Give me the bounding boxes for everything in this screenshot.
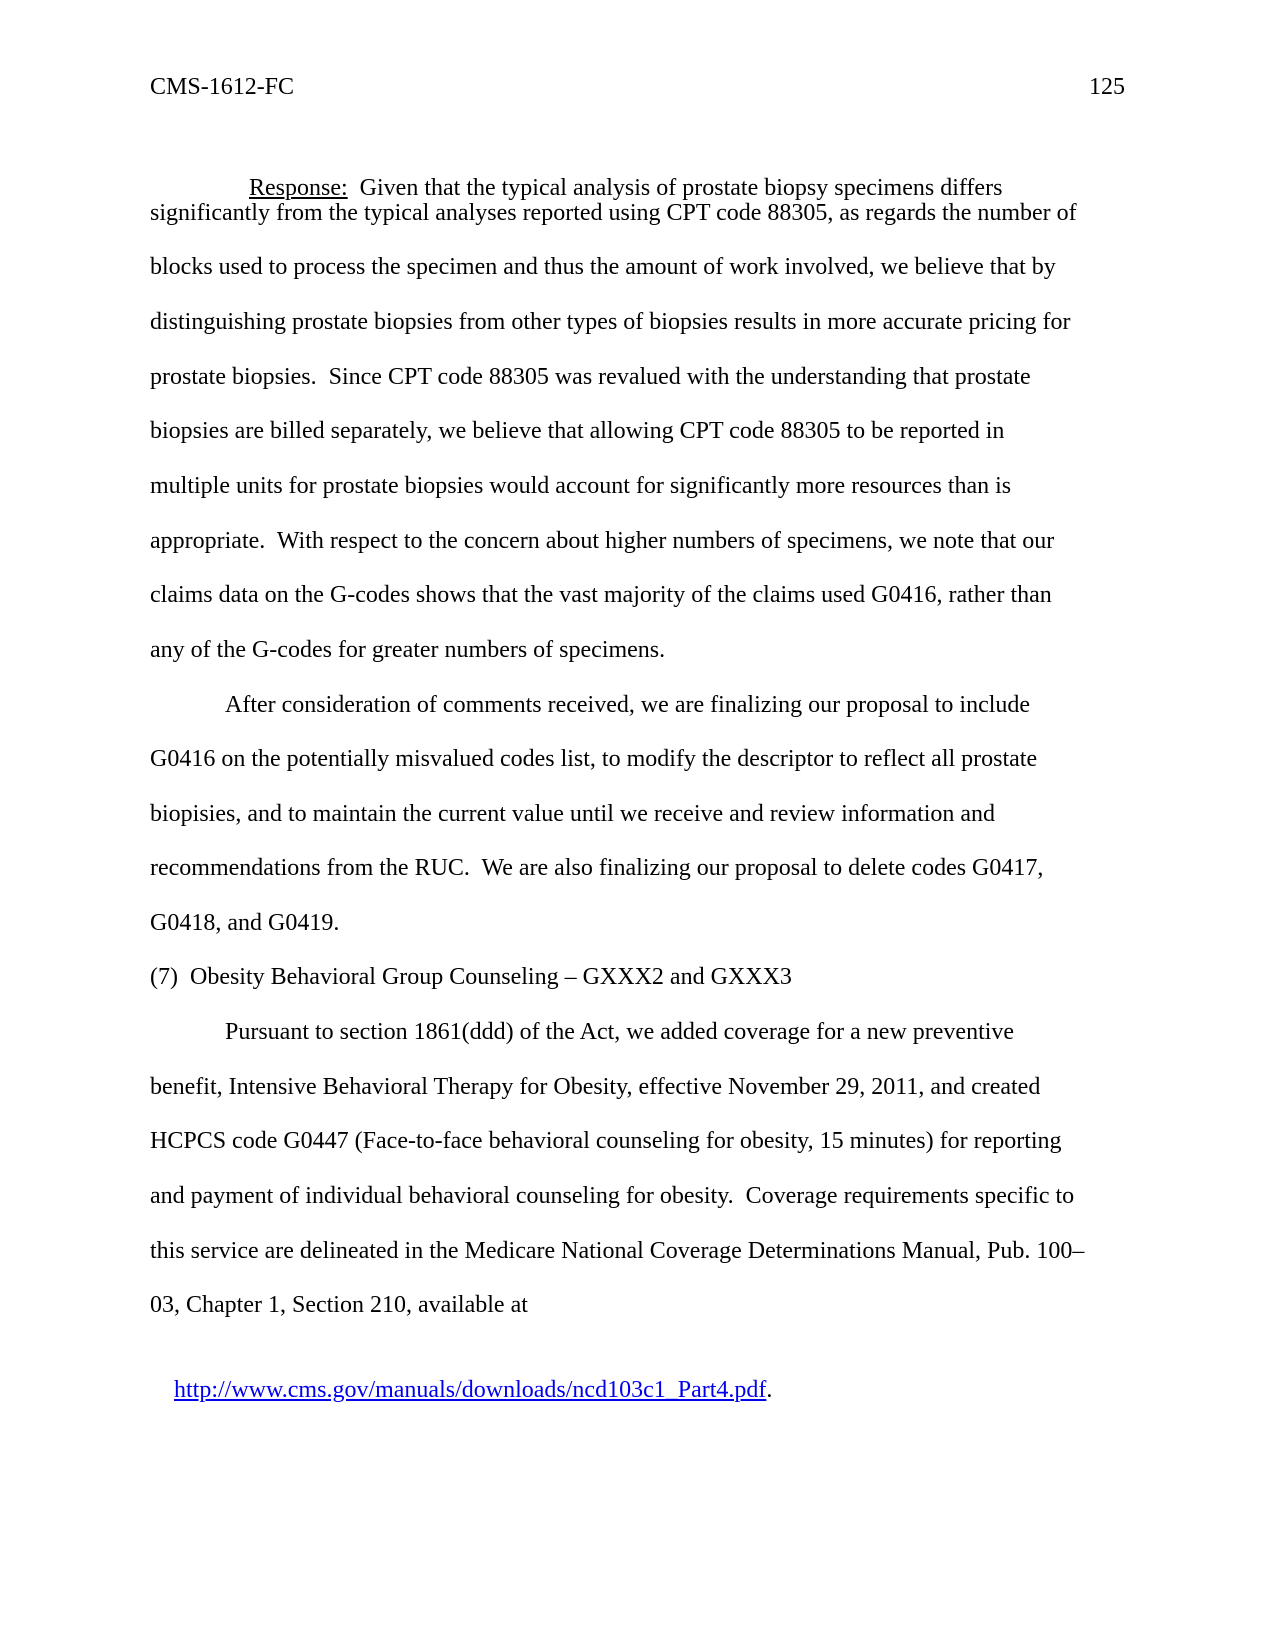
paragraph-line: G0418, and G0419.	[150, 910, 340, 936]
paragraph-line: any of the G-codes for greater numbers of specimens.	[150, 637, 666, 663]
paragraph-line: biopisies, and to maintain the current value until we receive and review information and	[150, 801, 996, 827]
paragraph-line: this service are delineated in the Medicare National Coverage Determinations Manual, Pub. 100–	[150, 1238, 1085, 1264]
ncd-manual-link[interactable]: http://www.cms.gov/manuals/downloads/ncd103c1_Part4.pdf	[174, 1377, 767, 1403]
paragraph-line: Pursuant to section 1861(ddd) of the Act, we added coverage for a new preventive	[225, 1019, 1015, 1045]
paragraph-line: 03, Chapter 1, Section 210, available at	[150, 1292, 528, 1318]
paragraph-line: prostate biopsies. Since CPT code 88305 was revalued with the understanding that prostate	[150, 364, 1031, 390]
paragraph-line: appropriate. With respect to the concern about higher numbers of specimens, we note that our	[150, 528, 1055, 554]
document-id: CMS-1612-FC	[150, 74, 295, 100]
paragraph-line: G0416 on the potentially misvalued codes list, to modify the descriptor to reflect all prostate	[150, 746, 1038, 772]
paragraph-line: multiple units for prostate biopsies would account for significantly more resources than is	[150, 473, 1012, 499]
response-label: Response:	[249, 175, 348, 201]
link-trailing-period: .	[766, 1377, 773, 1403]
response-text: Given that the typical analysis of prostate biopsy specimens differs	[347, 175, 1003, 201]
paragraph-line: recommendations from the RUC. We are also finalizing our proposal to delete codes G0417,	[150, 855, 1044, 881]
section-heading: (7) Obesity Behavioral Group Counseling – GXXX2 and GXXX3	[150, 964, 792, 990]
page-number: 125	[1089, 74, 1125, 100]
paragraph-line: claims data on the G-codes shows that the vast majority of the claims used G0416, rather than	[150, 582, 1052, 608]
paragraph-line	[225, 143, 1003, 201]
paragraph-line: blocks used to process the specimen and thus the amount of work involved, we believe that by	[150, 254, 1056, 280]
paragraph-line: distinguishing prostate biopsies from other types of biopsies results in more accurate pricing for	[150, 309, 1071, 335]
paragraph-line	[150, 1345, 773, 1403]
paragraph-line: and payment of individual behavioral counseling for obesity. Coverage requirements specific to	[150, 1183, 1075, 1209]
paragraph-line: significantly from the typical analyses reported using CPT code 88305, as regards the number of	[150, 200, 1077, 226]
paragraph-line: HCPCS code G0447 (Face-to-face behavioral counseling for obesity, 15 minutes) for reporting	[150, 1128, 1062, 1154]
paragraph-line: benefit, Intensive Behavioral Therapy for Obesity, effective November 29, 2011, and created	[150, 1074, 1041, 1100]
paragraph-line: After consideration of comments received, we are finalizing our proposal to include	[225, 692, 1031, 718]
paragraph-line: biopsies are billed separately, we believe that allowing CPT code 88305 to be reported in	[150, 418, 1005, 444]
